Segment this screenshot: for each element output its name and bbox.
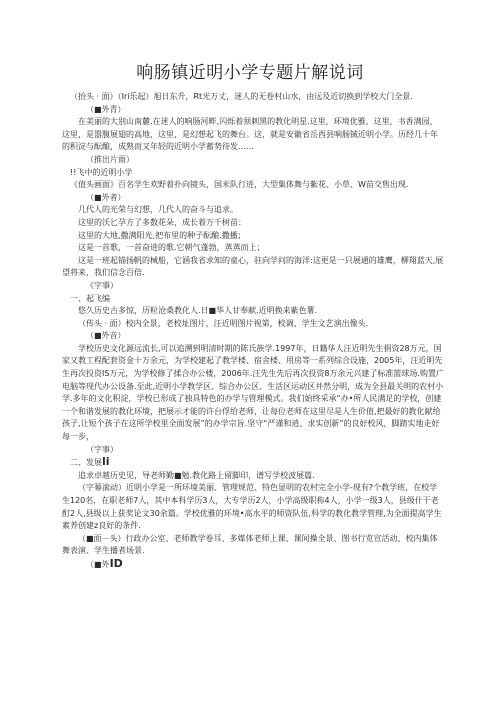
paragraph-mark: ID [109,556,123,570]
paragraph: （传头 · 面）校内全景，老校址图片，汪近明图片视第，校调、学生文艺演出像头. [78,318,369,328]
section-heading: 一、起飞编 [70,293,110,303]
paragraph: 这是一首歌，一首奋进的歌.它朝气蓬勃，蒸蒸而上； [78,243,265,253]
document-body [62,91,444,572]
paragraph: 《值头画面》百名学生欢野着扑向镜头，国米队行进，大型集体舞与紫花、小草、W苗交售出现. [70,180,409,190]
paragraph: （推出片面） [86,154,134,164]
page-title: 响肠镇近明小学专题片解说词 [136,63,364,83]
paragraph: 这是一班起锚扬帆的械船，它涵我省求知的童心，驻向学问的海洋:这更是一只展通的雄鹰，柳翔蓝天,展望将来，我们信念百倍. [62,255,444,278]
paragraph: （■外音） [86,331,126,341]
paragraph-text: （■外 [86,559,110,569]
paragraph: !!飞中的近明小学 [70,167,133,177]
section-heading-text: 二、发展 [70,458,102,468]
section-heading [62,456,444,470]
paragraph: （字幕滚动）近明小学是一所环境美丽、管理规范、特色显明的农村完全小学-现有?个教学班，在校学生120名，在职老师7人，其中本科学历3人，大专学历2人，小学高级职称4人，小学一级3人，县级什干老酊2人,县级以上获奖论文30余篇。学校优雅的环境•高水平的师资队伍,科学的教化教学管理,为全面提高学生素养创建z良好的条件. [62,483,442,531]
paragraph: （抬头 · 面）（Iri乐起）旭日东升，Rt光万丈，迷人的无卷村山水，由远及近切换到学校大门全景. [70,92,413,101]
paragraph: 这里的沃匕孕方了多数花朵，成长着万千树苗： [78,217,246,227]
paragraph: （■外者） [86,192,126,202]
paragraph: 悠久历史古多惊，历粒沧桑教化人.日■华人甘奉献.近明换来紫色薯. [78,306,318,316]
paragraph: 这里的大地,撒满阳光,把布里的种子酝酿.撒播； [78,230,246,240]
paragraph: 在美丽的大别山南麓.在迷人的响肠河畔,闪烁着须刺黑的教化明星.这里，环境优雅，这里，书香满园，这里，是嚣腹展翅的高地，这里，是幻想起飞的舞台。这，就是安徽省岳西县响肠铖近明小学。历经几十年的积淀与酝酿，成熟而又年轻的近明小学蓄势待发…… [62,117,438,152]
paragraph: （字事） [86,444,118,454]
section-heading-mark: li [102,455,110,469]
paragraph: 学校历史文化源远流长,可以追溯到明清时期的陈氏族学.1997年，日籍华人汪近明先生捐资28万元，国家又教工程配套资金十万余元，为学校建起了教学楼、宿舍楼、用房等一系列综合设施，2005年，汪近明先生再次投资IS万元，为学校修了揉合办公楼，2006年.汪先生先后再次投资8万余元兴建了标准篮球场.购置广电脑等现代办公设备.至此,近明小学教学区、综合办公区、生活区运动区井然分明，成为全县最关明的农村小学.多年的文化积淀，学校已形成了独具特色的办学与管理模式。我们始终采承“办•所人民满足的学校，创建一个和谐发展的教化环境，把展示才能的许台俘给老师，让每位老师在这里尽是人生价值,把最好的教化献给孩子,让短个孩子在这所学校里全面发展”的办学宗旨.坚守“严谨和逍、求实创新”的良好校风，脚踏实地走好每一步， [62,343,444,442]
paragraph: 几代人的光荣与幻想，几代人的奋斗与追求。 [78,205,238,215]
paragraph: 《字事） [86,280,118,290]
paragraph: （■面－头）行政办公室、老师教学卷耳、多媒体老师上课、课间操全景、图书行览宣活动、校内集体舞表演、学生播者场景. [62,533,438,556]
paragraph [62,558,444,572]
paragraph: （■外青） [86,104,126,114]
paragraph: 追求卓越历史见，导老师勤■勉.教化路上留脚印，谱写学校波展篇. [78,470,315,480]
